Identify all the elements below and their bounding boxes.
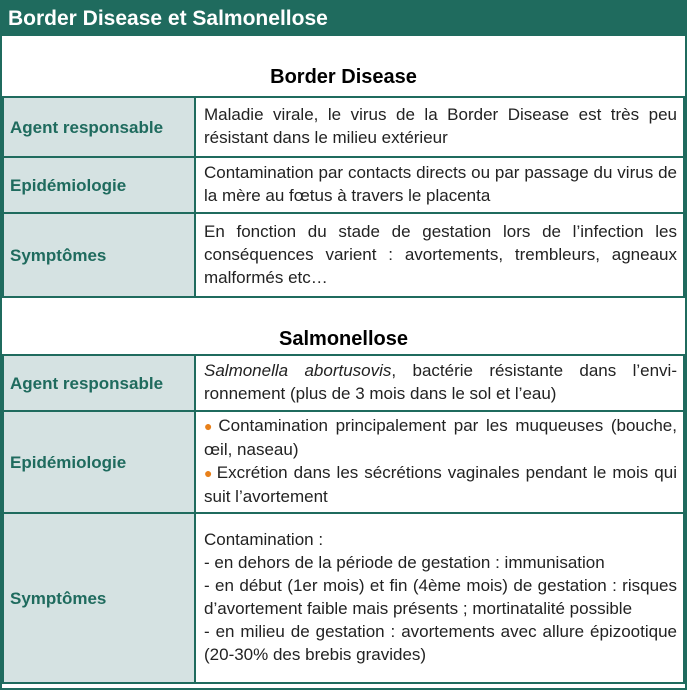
list-item: Contamination : (204, 530, 324, 549)
row-value: Contamination par contacts directs ou par passage du virus de la mère au fœtus à travers le placenta (195, 157, 684, 213)
table-row (3, 355, 684, 411)
species-name: Salmonella abortusovis (204, 361, 392, 380)
list-item: - en début (1er mois) et fin (4ème mois) de gestation : risques d’avortement faible mais présents ; mortinatalité possible (204, 576, 677, 618)
table-row (3, 513, 684, 683)
table-row (3, 213, 684, 297)
row-value (195, 355, 684, 411)
row-label: Symptômes (3, 513, 195, 683)
table-row (3, 411, 684, 513)
row-value (195, 411, 684, 513)
page-title: Border Disease et Salmonellose (2, 2, 685, 36)
list-item: - en milieu de gestation : avortements avec allure épizootique (20-30% des brebis gravides) (204, 622, 677, 664)
salmonellose-table (2, 354, 685, 684)
table-row (3, 97, 684, 157)
bullet-dot-icon: ● (204, 418, 216, 434)
row-label: Agent responsable (3, 355, 195, 411)
row-value: Maladie virale, le virus de la Border Disease est très peu résistant dans le milieu extérieur (195, 97, 684, 157)
border-disease-table (2, 96, 685, 298)
bullet-dot-icon: ● (204, 465, 214, 481)
table-row (3, 157, 684, 213)
row-label: Symptômes (3, 213, 195, 297)
row-value-text: , bactérie résistante dans l’environnement (plus de 3 mois dans le sol et l’eau) (204, 361, 678, 403)
row-value (195, 513, 684, 683)
row-label: Epidémiologie (3, 157, 195, 213)
list-item: ● Contamination principalement par les muqueuses (bouche, œil, naseau) (204, 416, 677, 459)
row-value: En fonction du stade de gestation lors de l’infection les conséquences varient : avortements, trembleurs, agneaux malformés etc… (195, 213, 684, 297)
section-title-border-disease: Border Disease (270, 66, 417, 88)
row-label: Epidémiologie (3, 411, 195, 513)
row-label: Agent responsable (3, 97, 195, 157)
list-item: ● Excrétion dans les sécrétions vaginales pendant le mois qui suit l’avortement (204, 463, 677, 506)
list-item: - en dehors de la période de gestation : immunisation (204, 553, 605, 572)
section-title-salmonellose: Salmonellose (279, 328, 408, 350)
